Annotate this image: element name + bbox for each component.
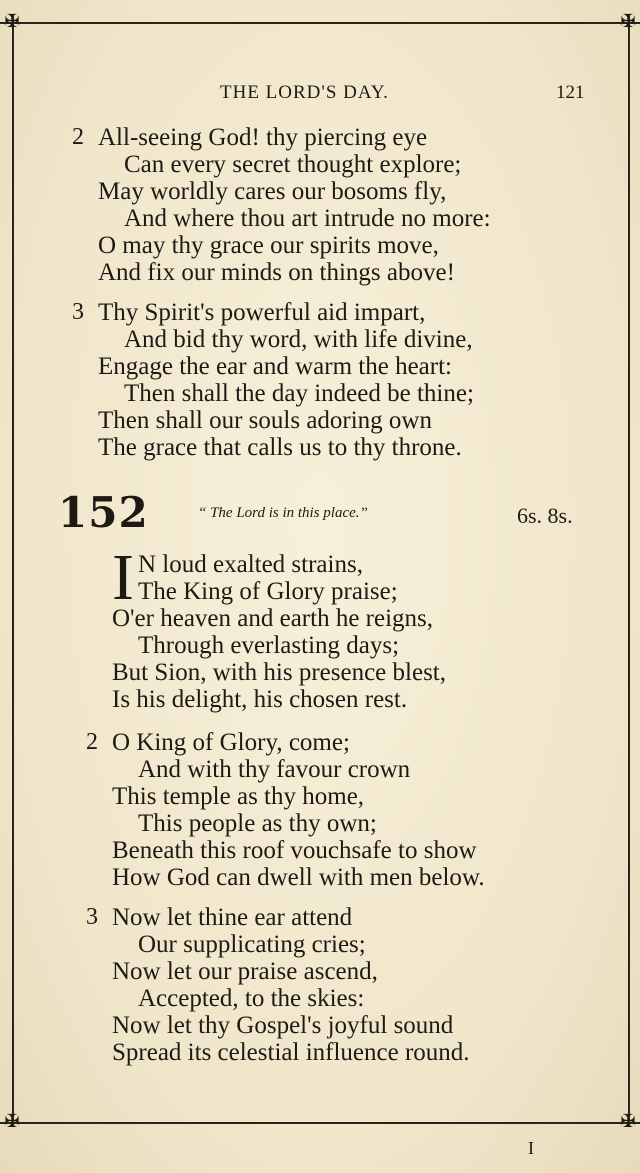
corner-ornament-icon: ✠: [4, 1111, 20, 1132]
verse-line: Is his delight, his chosen rest.: [112, 686, 408, 713]
stanza-number: 2: [86, 729, 98, 755]
verse-line: Now let thine ear attend: [112, 904, 353, 931]
verse-line: This temple as thy home,: [112, 783, 365, 810]
verse-line: Engage the ear and warm the heart:: [98, 353, 452, 380]
verse-line: May worldly cares our bosoms fly,: [98, 178, 447, 205]
verse-line: Our supplicating cries;: [138, 931, 366, 958]
verse-line: All-seeing God! thy piercing eye: [98, 124, 428, 151]
signature-mark: I: [528, 1138, 534, 1158]
verse-line: Thy Spirit's powerful aid impart,: [98, 299, 426, 326]
verse-line: And with thy favour crown: [138, 756, 411, 783]
verse-line: N loud exalted strains,: [138, 551, 363, 578]
page-number: 121: [556, 82, 585, 103]
stanza-number: 3: [72, 299, 84, 325]
verse-line: Accepted, to the skies:: [138, 985, 365, 1012]
verse-line: And where thou art intrude no more:: [124, 205, 491, 232]
verse-line: But Sion, with his presence blest,: [112, 659, 446, 686]
frame-top-rule: [0, 22, 640, 24]
corner-ornament-icon: ✠: [620, 1111, 636, 1132]
verse-line: The grace that calls us to thy throne.: [98, 434, 462, 461]
verse-line: And fix our minds on things above!: [98, 259, 455, 286]
verse-line: Now let our praise ascend,: [112, 958, 378, 985]
hymn-meter: 6s. 8s.: [517, 503, 573, 528]
stanza-number: 3: [86, 904, 98, 930]
verse-line: O may thy grace our spirits move,: [98, 232, 439, 259]
stanza: [0, 124, 640, 286]
verse-line: And bid thy word, with life divine,: [124, 326, 473, 353]
drop-cap: I: [112, 541, 134, 614]
verse-line: The King of Glory praise;: [138, 578, 398, 605]
verse-line: Beneath this roof vouchsafe to show: [112, 837, 477, 864]
verse-line: How God can dwell with men below.: [112, 864, 485, 891]
verse-line: This people as thy own;: [138, 810, 377, 837]
hymn-number: 152: [58, 488, 149, 537]
corner-ornament-icon: ✠: [4, 11, 20, 32]
stanza: [0, 551, 640, 713]
stanza: [0, 904, 640, 1066]
verse-line: Now let thy Gospel's joyful sound: [112, 1012, 454, 1039]
verse-line: Through everlasting days;: [138, 632, 400, 659]
stanza: [0, 299, 640, 461]
running-title: THE LORD'S DAY.: [220, 82, 389, 103]
verse-line: Then shall our souls adoring own: [98, 407, 432, 434]
verse-line: O'er heaven and earth he reigns,: [112, 605, 434, 632]
frame-bottom-rule: [0, 1122, 640, 1124]
verse-line: Can every secret thought explore;: [124, 151, 462, 178]
verse-line: Spread its celestial influence round.: [112, 1039, 470, 1066]
verse-line: Then shall the day indeed be thine;: [124, 380, 474, 407]
hymn-scripture-text: “ The Lord is in this place.”: [198, 505, 368, 521]
verse-line: O King of Glory, come;: [112, 729, 350, 756]
stanza: [0, 729, 640, 891]
stanza-number: 2: [72, 124, 84, 150]
corner-ornament-icon: ✠: [620, 11, 636, 32]
